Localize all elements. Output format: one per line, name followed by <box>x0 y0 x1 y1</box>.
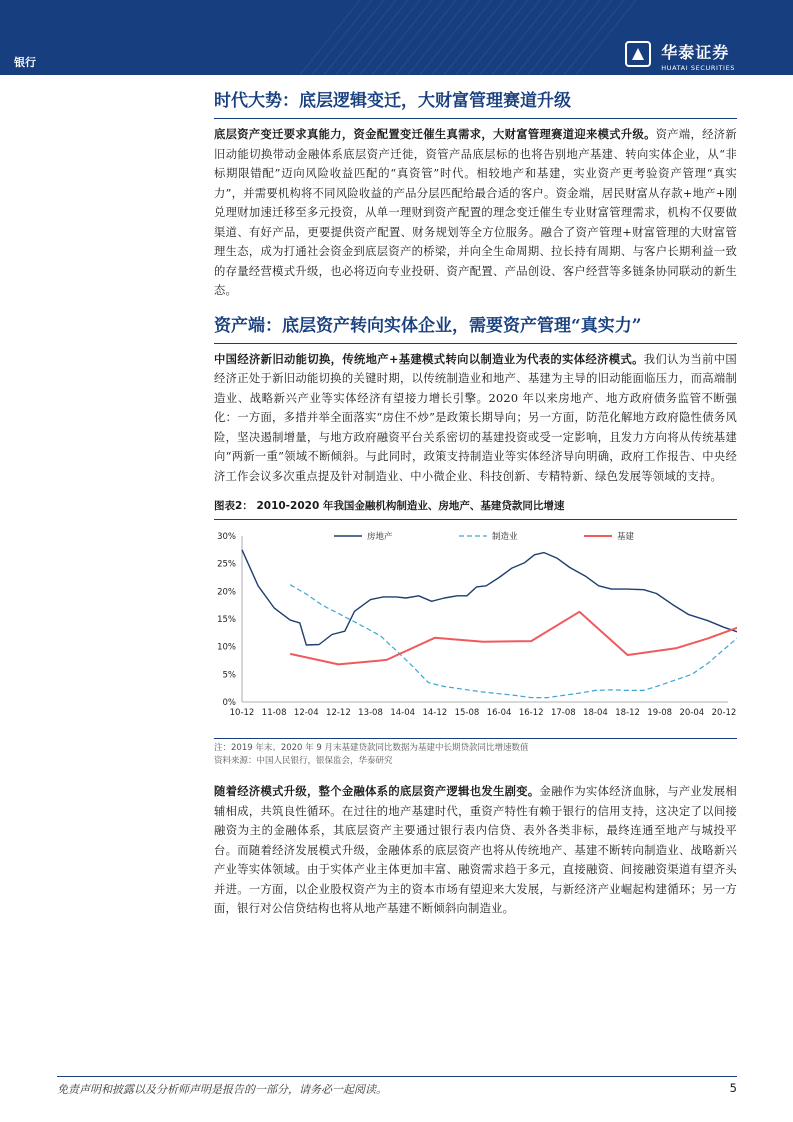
company-logo <box>661 40 735 72</box>
paragraph-1-text: 资产端，经济新旧动能切换带动金融体系底层资产迁徙，资管产品底层标的也将告别地产基建、转向实体企业，从“非标期限错配”迈向风险收益匹配的“真资管”时代。相较地产和基建，实业资产更考验资产管理“真实力”，并需要机构将不同风险收益的产品分层匹配给最合适的客户。资金端，居民财富从存款+地产+刚兑理财加速迁移至多元投资，从单一理财到资产配置的理念变迁催生专业财富管理需求，机构不仅要做渠道、有好产品，更要提供资产配置、财务规划等全方位服务。融合了资产管理+财富管理的大财富管理生态，成为打通社会资金到底层资产的桥梁，并向全生命周期、拉长持有周期、与客户长期利益一致的存量经营模式升级，也必将迈向专业投研、资产配置、产品创设、客户经营等多链条协同联动的新生态。 <box>214 128 737 297</box>
paragraph-2-text: 我们认为当前中国经济正处于新旧动能切换的关键时期，以传统制造业和地产、基建为主导的旧动能面临压力，而高端制造业、战略新兴产业等实体经济有望接力增长引擎。2020 年以来房地产、地方政府债务监管不断强化：一方面，多措并举全面落实“房住不炒”是政策长期导向；另一方面，防范化解地方政府隐性债务风险，坚决遏制增量，与地方政府融资平台关系密切的基建投资或受一定影响，且发力方向将从传统基建向“两新一重”领域不断倾斜。与此同时，政策支持制造业等实体经济导向明确，政府工作报告、中央经济工作会议多次重点提及针对制造业、中小微企业、科技创新、专精特新、绿色发展等领域的支持。 <box>214 352 737 483</box>
legend-label: 基建 <box>617 532 635 542</box>
loan-growth-chart-svg <box>214 524 737 734</box>
y-tick-label: 25% <box>217 559 236 570</box>
loan-growth-chart <box>214 524 737 734</box>
y-tick-label: 20% <box>217 587 236 598</box>
page-number: 5 <box>729 1081 737 1095</box>
section-heading-1-rule <box>214 118 737 119</box>
x-tick-label: 16-04 <box>486 708 512 718</box>
x-tick-label: 14-12 <box>422 708 448 718</box>
paragraph-1-lead: 底层资产变迁要求真能力，资金配置变迁催生真需求，大财富管理赛道迎来模式升级。 <box>214 127 656 141</box>
paragraph-1 <box>214 125 737 301</box>
paragraph-2 <box>214 350 737 487</box>
y-tick-label: 5% <box>222 670 236 681</box>
x-tick-label: 17-08 <box>550 708 576 718</box>
figure-source: 资料来源：中国人民银行，银保监会，华泰研究 <box>214 756 393 766</box>
series-line-1 <box>242 550 737 645</box>
logo-english-name: HUATAI SECURITIES <box>661 64 735 72</box>
x-tick-label: 12-04 <box>293 708 319 718</box>
legend-label: 房地产 <box>367 532 393 542</box>
report-header <box>0 0 793 75</box>
x-tick-label: 13-08 <box>358 708 383 718</box>
x-tick-label: 19-08 <box>647 708 673 718</box>
paragraph-3-lead: 随着经济模式升级，整个金融体系的底层资产逻辑也发生剧变。 <box>214 784 540 798</box>
x-tick-label: 11-08 <box>261 708 287 718</box>
footer-rule <box>57 1076 737 1077</box>
y-tick-label: 15% <box>217 615 236 625</box>
figure-bottom-rule <box>214 738 737 739</box>
figure-top-rule <box>214 519 737 520</box>
x-tick-label: 12-12 <box>326 708 351 718</box>
main-content <box>214 86 737 919</box>
x-tick-label: 10-12 <box>229 708 255 718</box>
x-tick-label: 20-12 <box>711 708 737 718</box>
y-tick-label: 10% <box>217 642 236 653</box>
logo-mark-icon <box>625 41 651 67</box>
x-tick-label: 18-04 <box>583 708 608 718</box>
figure-title: 图表2： 2010-2020 年我国金融机构制造业、房地产、基建贷款同比增速 <box>214 500 565 512</box>
x-tick-label: 15-08 <box>454 708 480 718</box>
paragraph-2-lead: 中国经济新旧动能切换，传统地产+基建模式转向以制造业为代表的实体经济模式。 <box>214 351 644 366</box>
y-tick-label: 0% <box>222 698 236 708</box>
x-tick-label: 14-04 <box>390 708 416 718</box>
x-tick-label: 16-12 <box>518 708 544 718</box>
section-tag: 银行 <box>14 56 36 69</box>
figure-note: 注：2019 年末、2020 年 9 月末基建贷款同比数据为基建中长期贷款同比增速数值 <box>214 743 529 753</box>
section-heading-2: 资产端：底层资产转向实体企业，需要资产管理“真实力” <box>214 315 642 336</box>
section-heading-2-rule <box>214 343 737 344</box>
x-tick-label: 20-04 <box>679 708 705 718</box>
logo-chinese-name: 华泰证券 <box>661 43 730 62</box>
section-heading-1: 时代大势：底层逻辑变迁，大财富管理赛道升级 <box>214 91 571 111</box>
x-tick-label: 18-12 <box>615 708 640 718</box>
paragraph-3-text: 金融作为实体经济血脉，与产业发展相辅相成，共筑良性循环。在过往的地产基建时代，重资产特性有赖于银行的信用支持，这决定了以间接融资为主的金融体系，其底层资产主要通过银行表内信贷、表外各类非标，最终连通至地产与城投平台。而随着经济发展模式升级，金融体系的底层资产也将从传统地产、基建不断转向制造业、战略新兴产业等实体领域。由于实体产业主体更加丰富、融资需求趋于多元，直接融资、间接融资渠道有望齐头并进。一方面，以企业股权资产为主的资本市场有望迎来大发展，与新经济产业崛起构建循环；另一方面，银行对公信贷结构也将从地产基建不断倾斜向制造业。 <box>214 785 737 915</box>
footer-disclaimer: 免责声明和披露以及分析师声明是报告的一部分，请务必一起阅读。 <box>57 1083 387 1096</box>
legend-label: 制造业 <box>492 532 518 542</box>
paragraph-3 <box>214 782 737 919</box>
series-line-3 <box>290 612 737 665</box>
y-tick-label: 30% <box>217 532 236 542</box>
